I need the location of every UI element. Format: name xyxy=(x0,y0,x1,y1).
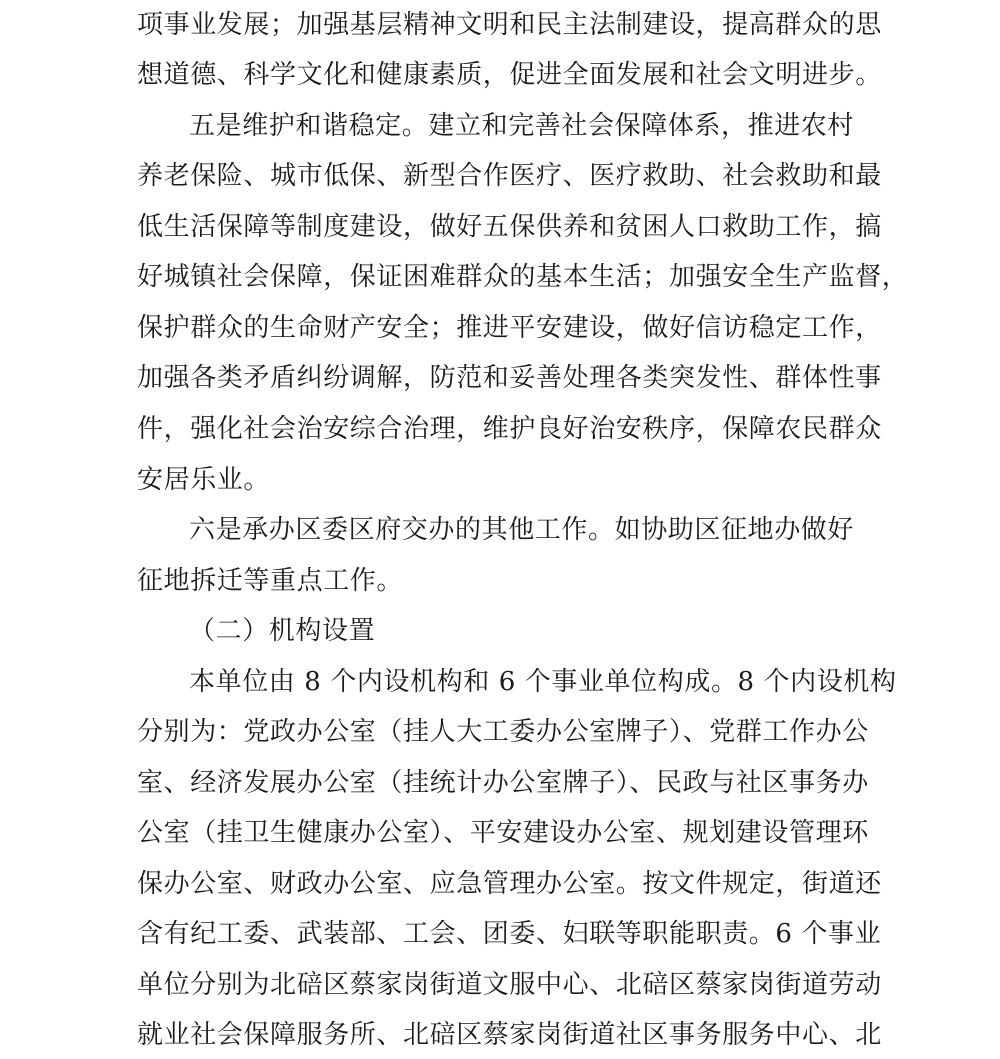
paragraph-line-11: 六是承办区委区府交办的其他工作。如协助区征地办做好 xyxy=(189,515,855,545)
paragraph-line-17: 公室（挂卫生健康办公室）、平安建设办公室、规划建设管理环 xyxy=(137,818,869,848)
paragraph-line-8: 加强各类矛盾纠纷调解，防范和妥善处理各类突发性、群体性事 xyxy=(137,363,882,393)
paragraph-line-6: 好城镇社会保障，保证困难群众的基本生活；加强安全生产监督， xyxy=(137,262,909,292)
paragraph-line-4: 养老保险、城市低保、新型合作医疗、医疗救助、社会救助和最 xyxy=(137,161,882,191)
paragraph-line-21: 就业社会保障服务所、北碚区蔡家岗街道社区事务服务中心、北 xyxy=(137,1020,882,1050)
paragraph-line-14: 本单位由 8 个内设机构和 6 个事业单位构成。8 个内设机构 xyxy=(189,667,897,697)
paragraph-line-16: 室、经济发展办公室（挂统计办公室牌子）、民政与社区事务办 xyxy=(137,768,869,798)
paragraph-line-15: 分别为：党政办公室（挂人大工委办公室牌子）、党群工作办公 xyxy=(137,717,869,747)
paragraph-line-3: 五是维护和谐稳定。建立和完善社会保障体系，推进农村 xyxy=(189,111,855,141)
section-heading: （二）机构设置 xyxy=(189,616,376,646)
paragraph-line-20: 单位分别为北碚区蔡家岗街道文服中心、北碚区蔡家岗街道劳动 xyxy=(137,970,882,1000)
paragraph-line-9: 件，强化社会治安综合治理，维护良好治安秩序，保障农民群众 xyxy=(137,414,882,444)
paragraph-line-18: 保办公室、财政办公室、应急管理办公室。按文件规定，街道还 xyxy=(137,869,882,899)
paragraph-line-2: 想道德、科学文化和健康素质，促进全面发展和社会文明进步。 xyxy=(137,60,882,90)
paragraph-line-12: 征地拆迁等重点工作。 xyxy=(137,566,404,596)
paragraph-line-5: 低生活保障等制度建设，做好五保供养和贫困人口救助工作，搞 xyxy=(137,212,882,242)
paragraph-line-1: 项事业发展；加强基层精神文明和民主法制建设，提高群众的思 xyxy=(137,10,882,40)
paragraph-line-7: 保护群众的生命财产安全；推进平安建设，做好信访稳定工作， xyxy=(137,313,882,343)
paragraph-line-19: 含有纪工委、武装部、工会、团委、妇联等职能职责。6 个事业 xyxy=(137,919,882,949)
paragraph-line-10: 安居乐业。 xyxy=(137,465,271,495)
